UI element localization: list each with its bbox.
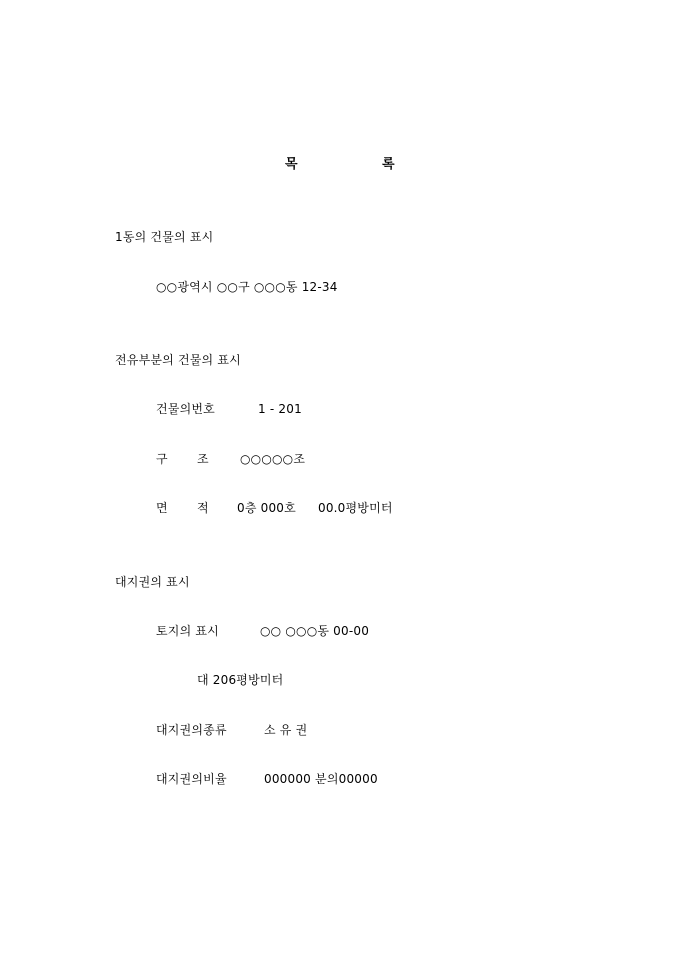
area-label-char2: 적 — [197, 501, 209, 515]
land-value: ○○ ○○○동 00-00 — [260, 624, 370, 638]
land-detail: 대 206평방미터 — [197, 673, 284, 687]
section-heading-land-right: 대지권의 표시 — [115, 575, 190, 589]
unit-number-value: 1 - 201 — [258, 402, 302, 416]
land-right-ratio-label: 대지권의비율 — [156, 772, 227, 786]
structure-value: ○○○○○조 — [240, 452, 306, 466]
section-heading-unit: 전유부분의 건물의 표시 — [115, 353, 241, 367]
structure-label-char2: 조 — [197, 452, 209, 466]
area-value: 00.0평방미터 — [318, 501, 393, 515]
unit-number-label: 건물의번호 — [156, 402, 215, 416]
land-label: 토지의 표시 — [156, 624, 219, 638]
title-left-char: 목 — [285, 157, 298, 172]
land-right-type-value: 소 유 권 — [264, 723, 308, 737]
title-right-char: 록 — [382, 157, 395, 172]
section-heading-building: 1동의 건물의 표시 — [115, 230, 214, 244]
area-label-char1: 면 — [156, 501, 168, 515]
land-right-type-label: 대지권의종류 — [156, 723, 227, 737]
building-address: ○○광역시 ○○구 ○○○동 12-34 — [156, 280, 338, 294]
land-right-ratio-value: 000000 분의00000 — [264, 772, 378, 786]
area-floor-unit: 0층 000호 — [237, 501, 296, 515]
structure-label-char1: 구 — [156, 452, 168, 466]
